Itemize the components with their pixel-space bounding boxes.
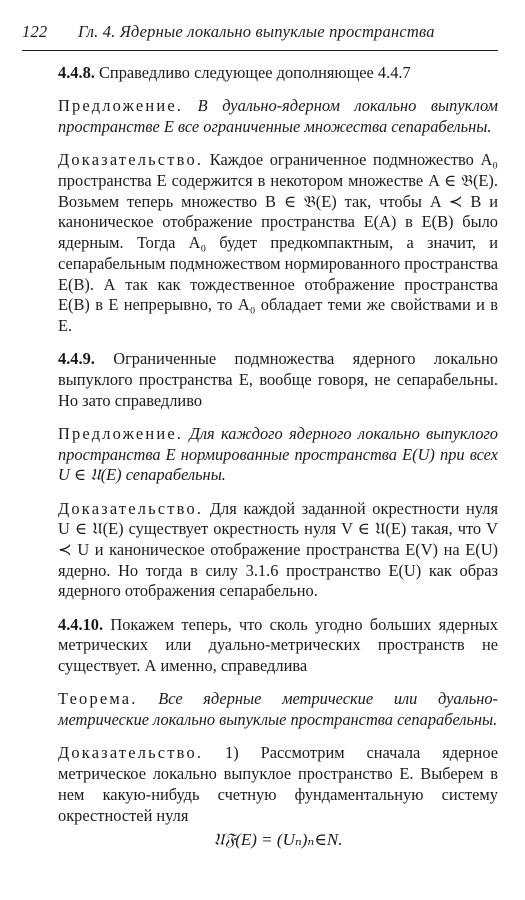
paragraph-text: Справедливо следующее дополняющее 4.4.7	[94, 63, 411, 82]
proof-text: Для каждой заданной окрестности нуля U ∈ 𝔘(E) существует окрестность нуля V ∈ 𝔘(E) такая, что V ≺ U и каноническое отображение пространства E(V) на E(U) ядерно. Но тогда в силу 3.1.6 пространство E(U) как образ ядерного отображения сепарабельно.	[58, 498, 498, 601]
section-number: 4.4.8.	[58, 63, 95, 82]
running-header	[22, 22, 502, 42]
proof-text: 1) Рассмотрим сначала ядерное метрическое локально выпуклое пространство E. Выберем в нем какую-нибудь счетную фундаментальную систему окрестностей нуля	[58, 743, 498, 825]
paragraph-4-4-10	[58, 615, 498, 677]
running-title: Гл. 4. Ядерные локально выпуклые пространства	[78, 22, 435, 41]
paragraph-4-4-8	[58, 63, 498, 84]
header-rule	[22, 50, 498, 51]
proof-2	[58, 499, 498, 603]
proposition-2	[58, 424, 498, 486]
proposition-label: Предложение.	[58, 423, 184, 443]
page-body	[58, 63, 498, 851]
proposition-text: Для каждого ядерного локально выпуклого пространства E нормированные пространства E(U) при всех U ∈ 𝔘(E) сепарабельны.	[58, 423, 498, 485]
proof-label: Доказательство.	[58, 743, 204, 763]
section-number: 4.4.9.	[58, 349, 95, 369]
proposition-1	[58, 96, 498, 137]
proof-label: Доказательство.	[58, 150, 204, 170]
proof-1	[58, 150, 498, 336]
proof-3	[58, 743, 498, 826]
proof-text: Каждое ограниченное подмножество A₀ пространства E содержится в некотором множестве A ∈ 𝔅(E). Возьмем теперь множество B ∈ 𝔅(E) так, чтобы A ≺ B и каноническое отображение пространства E(A) в E(B) было ядерным. Тогда A₀ будет предкомпактным, а значит, и сепарабельным подмножеством нормированного пространства E(B). А так как тождественное отображение пространства E(B) в E непрерывно, то A₀ обладает теми же свойствами и в E.	[58, 150, 498, 335]
paragraph-text: Покажем теперь, что сколь угодно больших ядерных метрических или дуально-метрических пространств не существует. А именно, справедлива	[58, 614, 498, 676]
proposition-label: Предложение.	[58, 96, 184, 116]
paragraph-4-4-9	[58, 349, 498, 411]
theorem-text: Все ядерные метрические или дуально-метрические локально выпуклые пространства сепарабельны.	[58, 689, 498, 730]
proposition-text: В дуально-ядерном локально выпуклом пространстве E все ограниченные множества сепарабельны.	[58, 96, 498, 136]
formula: 𝔘𝔉(E) = (Uₙ)ₙ∈N.	[213, 830, 343, 850]
page-number: 122	[22, 22, 48, 41]
theorem-label: Теорема.	[58, 689, 138, 709]
theorem	[58, 689, 498, 730]
paragraph-text: Ограниченные подмножества ядерного локально выпуклого пространства E, вообще говоря, не сепарабельны. Но зато справедливо	[58, 349, 498, 410]
section-number: 4.4.10.	[58, 614, 104, 634]
proof-label: Доказательство.	[58, 498, 204, 518]
